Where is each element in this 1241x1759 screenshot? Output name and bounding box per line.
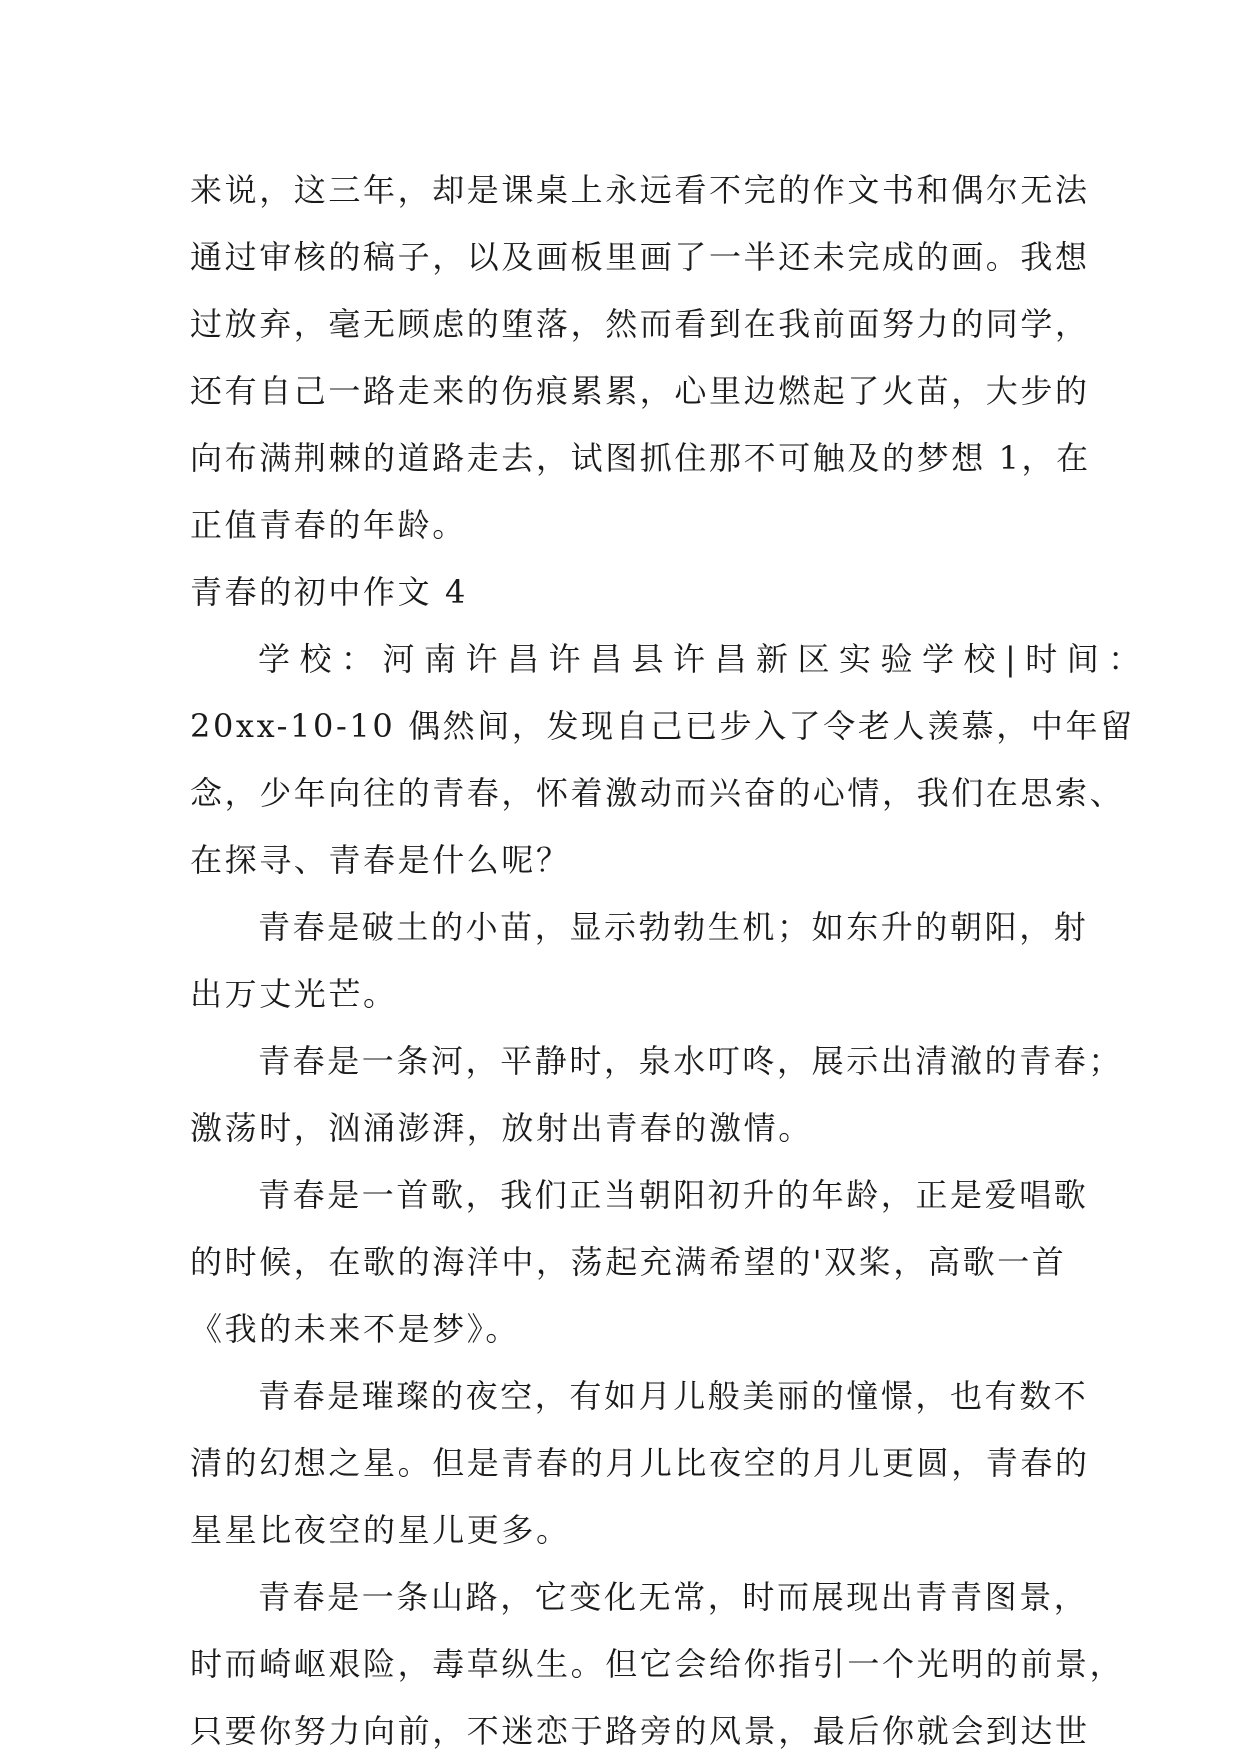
- text-line: 激荡时，汹涌澎湃，放射出青春的激情。: [190, 1109, 813, 1147]
- school-info-line: 学校：河南许昌许昌县许昌新区实验学校|时间：: [258, 640, 1150, 678]
- text-line: 正值青春的年龄。: [190, 506, 467, 544]
- text-line: 向布满荆棘的道路走去，试图抓住那不可触及的梦想 1，在: [190, 439, 1091, 477]
- paragraph-start-line: 青春是璀璨的夜空，有如月儿般美丽的憧憬，也有数不: [258, 1377, 1089, 1415]
- text-line: 只要你努力向前，不迷恋于路旁的风景，最后你就会到达世: [190, 1712, 1090, 1750]
- paragraph-start-line: 青春是破土的小苗，显示勃勃生机；如东升的朝阳，射: [258, 908, 1089, 946]
- text-line: 念，少年向往的青春，怀着激动而兴奋的心情，我们在思索、: [190, 774, 1125, 812]
- text-line: 清的幻想之星。但是青春的月儿比夜空的月儿更圆，青春的: [190, 1444, 1090, 1482]
- text-line: 20xx-10-10 偶然间，发现自己已步入了令老人羡慕，中年留: [190, 707, 1135, 745]
- text-line: 在探寻、青春是什么呢？: [190, 841, 571, 879]
- text-line: 来说，这三年，却是课桌上永远看不完的作文书和偶尔无法: [190, 171, 1090, 209]
- text-line: 过放弃，毫无顾虑的堕落，然而看到在我前面努力的同学，: [190, 305, 1090, 343]
- text-line: 《我的未来不是梦》。: [190, 1310, 521, 1348]
- text-line: 的时候，在歌的海洋中，荡起充满希望的'双桨，高歌一首: [190, 1243, 1067, 1281]
- text-line: 出万丈光芒。: [190, 975, 398, 1013]
- paragraph-start-line: 青春是一首歌，我们正当朝阳初升的年龄，正是爱唱歌: [258, 1176, 1089, 1214]
- text-line: 时而崎岖艰险，毒草纵生。但它会给你指引一个光明的前景，: [190, 1645, 1125, 1683]
- section-heading: 青春的初中作文 4: [190, 573, 468, 611]
- text-line: 通过审核的稿子，以及画板里画了一半还未完成的画。我想: [190, 238, 1090, 276]
- paragraph-start-line: 青春是一条山路，它变化无常，时而展现出青青图景，: [258, 1578, 1089, 1616]
- text-line: 星星比夜空的星儿更多。: [190, 1511, 571, 1549]
- paragraph-start-line: 青春是一条河，平静时，泉水叮咚，展示出清澈的青春；: [258, 1042, 1124, 1080]
- text-line: 还有自己一路走来的伤痕累累，心里边燃起了火苗，大步的: [190, 372, 1090, 410]
